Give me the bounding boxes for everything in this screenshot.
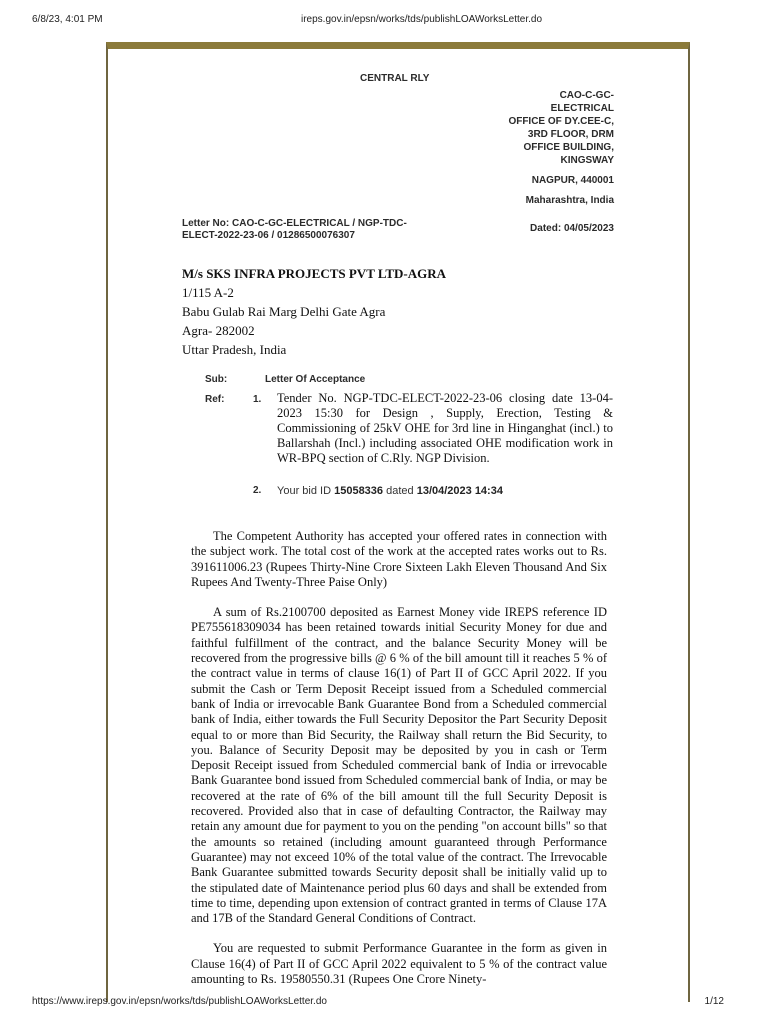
office-line: ELECTRICAL (550, 103, 614, 114)
letter-page (106, 42, 690, 1002)
footer-url: https://www.ireps.gov.in/epsn/works/tds/publishLOAWorksLetter.do (32, 996, 327, 1007)
office-line: KINGSWAY (560, 155, 614, 166)
addressee (182, 264, 446, 359)
reference-bid (277, 485, 503, 497)
office-line: CAO-C-GC- (559, 90, 614, 101)
letter-body (191, 529, 607, 1002)
addressee-firm: M/s SKS INFRA PROJECTS PVT LTD-AGRA (182, 266, 447, 281)
subject-text: Letter Of Acceptance (265, 374, 366, 385)
office-line: OFFICE OF DY.CEE-C, (508, 116, 614, 127)
addressee-line: Babu Gulab Rai Marg Delhi Gate Agra (182, 304, 386, 319)
letter-number-line: Letter No: CAO-C-GC-ELECTRICAL / NGP-TDC- (182, 218, 407, 229)
office-address (508, 89, 614, 207)
print-url: ireps.gov.in/epsn/works/tds/publishLOAWorksLetter.do (301, 14, 543, 25)
body-paragraph: You are requested to submit Performance Guarantee in the form as given in Clause 16(4) of Part II of GCC April 2022 equivalent to 5 % of the contract value amounting to Rs. 19580550.31 (Rupees One Crore Ninety- (191, 941, 607, 987)
bid-prefix: Your bid ID (277, 485, 332, 497)
bid-dated-word: dated (386, 485, 414, 497)
print-datetime: 6/8/23, 4:01 PM (32, 14, 103, 25)
reference-number: 2. (253, 485, 262, 496)
letter-date: Dated: 04/05/2023 (530, 223, 614, 234)
reference-label: Ref: (205, 394, 225, 405)
reference-tender: Tender No. NGP-TDC-ELECT-2022-23-06 closing date 13-04-2023 15:30 for Design , Supply, Erection, Testing & Commissioning of 25kV OHE for 3rd line in Hinganghat (incl.) to Ballarshah (Incl.) including associated OHE modification work in WR-BPQ section of C.Rly. NGP Division. (277, 391, 613, 465)
office-state: Maharashtra, India (525, 195, 614, 206)
subject-label: Sub: (205, 374, 228, 385)
body-paragraph: A sum of Rs.2100700 deposited as Earnest Money vide IREPS reference ID PE755618309034 has been retained towards initial Security Money for due and faithful fulfillment of the contract, and the balance Security Money will be recovered from the progressive bills @ 6 % of the bill amount till it reaches 5 % of the contract value in terms of clause 16(1) of Part II of GCC April 2022. If you submit the Cash or Term Deposit Receipt issued from a Scheduled commercial bank of India or irrevocable Bank Guarantee Bond from a Scheduled commercial bank of India, either towards the Full Security Depositor the Part Security Deposit equal to or more than Bid Security, the Railway shall return the Bid Security, to you. Balance of Security Deposit may be deposited by you in cash or Term Deposit Receipt issued from Scheduled commercial bank of India or irrevocable Bank Guarantee bond issued from Scheduled commercial bank of India, or may be recovered at the rate of 6% of the bill amount till the full Security Deposit is recovered. Provided also that in case of defaulting Contractor, the Railway may retain any amount due for payment to you on the pending "on account bills" so that the amounts so retained (including amount guaranteed through Performance Guarantee) may not exceed 10% of the total value of the contract. The Irrevocable Bank Guarantee submitted towards Security deposit shall be initially valid up to the stipulated date of Maintenance period plus 60 days and shall be extended from time to time, depending upon extension of contract granted in terms of Clause 17A and 17B of the Standard General Conditions of Contract. (191, 605, 608, 926)
bid-id: 15058336 (334, 485, 384, 497)
addressee-line: Agra- 282002 (182, 323, 255, 338)
page-number: 1/12 (704, 996, 724, 1007)
office-line: OFFICE BUILDING, (523, 142, 614, 153)
addressee-line: Uttar Pradesh, India (182, 342, 287, 357)
addressee-line: 1/115 A-2 (182, 285, 234, 300)
office-line: 3RD FLOOR, DRM (527, 129, 614, 140)
bid-date: 13/04/2023 14:34 (416, 485, 503, 497)
letter-number-line: ELECT-2022-23-06 / 01286500076307 (182, 230, 355, 241)
body-paragraph: The Competent Authority has accepted your offered rates in connection with the subject work. The total cost of the work at the accepted rates works out to Rs. 391611006.23 (Rupees Thirty-Nine Crore Sixteen Lakh Eleven Thousand And Six Rupees And Twenty-Three Paise Only) (191, 529, 607, 589)
office-city: NAGPUR, 440001 (531, 175, 614, 186)
reference-number: 1. (253, 394, 262, 405)
letter-number (182, 218, 407, 242)
railway-name: CENTRAL RLY (360, 73, 430, 84)
